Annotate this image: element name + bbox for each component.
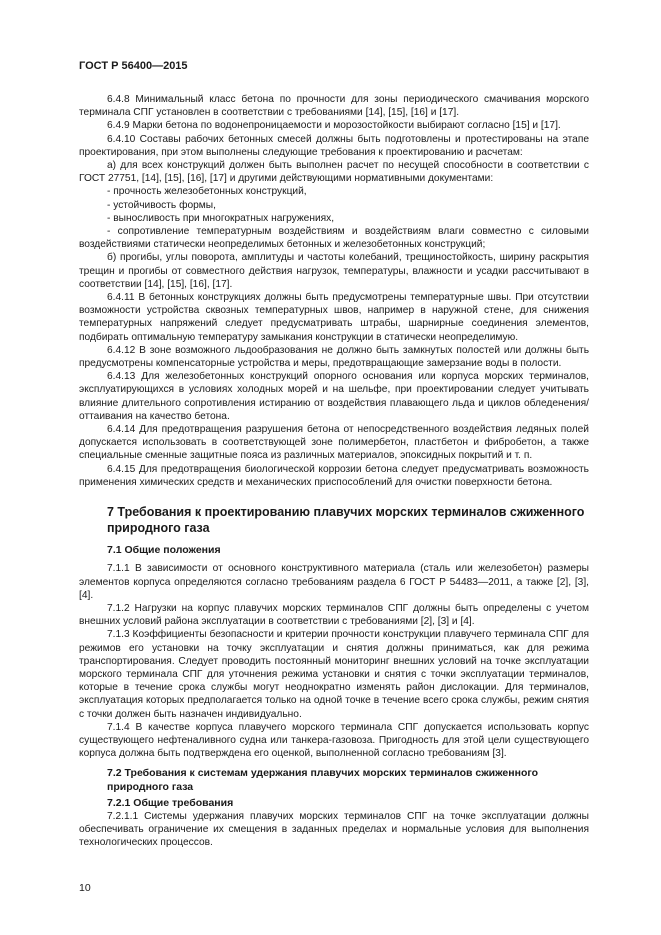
paragraph-6-4-10-b: б) прогибы, углы поворота, амплитуды и частоты колебаний, трещиностойкость, ширину раскрытия трещин и прогибы от совместного действия нагрузок, температуры, влажности и усадки рассчитывают в соответствии [14], [15], [16], [17]. xyxy=(79,252,589,290)
list-item: - сопротивление температурным воздействиям и воздействиям влаги совместно с силовыми воздействиями статически неопределимых бетонных и железобетонных конструкций; xyxy=(79,226,589,251)
paragraph-7-2-1-1: 7.2.1.1 Системы удержания плавучих морских терминалов СПГ на точке эксплуатации должны обеспечивать ограничение их смещения в заданных пределах и нормальные условия для выполнения технологических процессов. xyxy=(79,810,589,849)
list-item: - устойчивость формы, xyxy=(107,199,216,211)
paragraph-6-4-15: 6.4.15 Для предотвращения биологической коррозии бетона следует предусматривать возможность применения химических средств и механических приспособлений для очистки поверхности бетона. xyxy=(79,463,589,488)
section-7-1-heading: 7.1 Общие положения xyxy=(107,544,221,557)
page-body xyxy=(79,93,589,850)
section-7-2-1-heading: 7.2.1 Общие требования xyxy=(107,796,234,809)
paragraph-6-4-12: 6.4.12 В зоне возможного льдообразования не должно быть замкнутых полостей или должны быть предусмотрены компенсаторные устройства и меры, предотвращающие замерзание воды в полости. xyxy=(79,344,589,370)
paragraph-6-4-10-a: а) для всех конструкций должен быть выполнен расчет по несущей способности в соответствии с ГОСТ 27751, [14], [15], [16], [17] и другими действующими нормативными документами: xyxy=(79,160,589,185)
document-header: ГОСТ Р 56400—2015 xyxy=(79,60,188,72)
paragraph-7-1-4: 7.1.4 В качестве корпуса плавучего морского терминала СПГ допускается использовать корпус существующего нефтеналивного судна или танкера-газовоза. Пригодность для этой цели существующего корпуса должна быть подтверждена его оценкой, выполненной согласно требованиям [3]. xyxy=(79,721,589,760)
section-7-heading: 7 Требования к проектированию плавучих морских терминалов сжиженного природного газа xyxy=(107,505,585,535)
paragraph-6-4-13: 6.4.13 Для железобетонных конструкций опорного основания или корпуса морских терминалов, эксплуатирующихся в условиях холодных морей и на шельфе, при проектировании следует учитывать влияние длительного сопротивления истиранию от воздействия плавающего льда и циклов обледенения/оттаивания на качество бетона. xyxy=(79,371,589,422)
paragraph-7-1-3: 7.1.3 Коэффициенты безопасности и критерии прочности конструкции плавучего терминала СПГ для режимов его установки на точку эксплуатации и снятия должны приниматься, как для режима транспортирования. Следует проводить постоянный мониторинг внешних условий на точке эксплуатации морского терминала СПГ для уточнения режима установки и снятия с точки эксплуатации терминалов, которые в течение срока службы могут неоднократно изменять район дислокации. Для терминалов, эксплуатация которых предполагается только на одной точке в течение всего срока службы, режим снятия с точки должен быть назначен индивидуально. xyxy=(79,629,589,720)
section-7-2-heading: 7.2 Требования к системам удержания плавучих морских терминалов сжиженного природного газа xyxy=(107,767,539,793)
page-number: 10 xyxy=(79,882,91,894)
paragraph-6-4-9: 6.4.9 Марки бетона по водонепроницаемости и морозостойкости выбирают согласно [15] и [17]. xyxy=(107,120,561,132)
paragraph-6-4-14: 6.4.14 Для предотвращения разрушения бетона от непосредственного воздействия ледяных полей допускается использовать в соответствующей зоне полимербетон, пластбетон и фибробетон, а также специальные сменные защитные пояса из различных материалов, эпоксидных покрытий и т. п. xyxy=(79,424,589,462)
list-item: - прочность железобетонных конструкций, xyxy=(107,186,307,198)
paragraph-6-4-11: 6.4.11 В бетонных конструкциях должны быть предусмотрены температурные швы. При отсутствии возможности устройства сквозных температурных швов, например в наружной стене, для снижения температурных напряжений следует предусматривать штрабы, шарнирные соединения элементов, подбирать оптимальную температуру замыкания конструкции в статически неопределимую. xyxy=(79,292,589,343)
paragraph-7-1-1: 7.1.1 В зависимости от основного конструктивного материала (сталь или железобетон) размеры элементов корпуса определяются согласно требованиям раздела 6 ГОСТ Р 54483—2011, а также [2], [3], [4]. xyxy=(79,563,589,601)
list-item: - выносливость при многократных нагружениях, xyxy=(107,212,335,224)
paragraph-6-4-8: 6.4.8 Минимальный класс бетона по прочности для зоны периодического смачивания морского терминала СПГ установлен в соответствии с требованиями [14], [15], [16] и [17]. xyxy=(79,94,589,119)
paragraph-7-1-2: 7.1.2 Нагрузки на корпус плавучих морских терминалов СПГ должны быть определены с учетом внешних условий района эксплуатации в соответствии с требованиями [2], [3] и [4]. xyxy=(79,602,589,628)
paragraph-6-4-10: 6.4.10 Составы рабочих бетонных смесей должны быть подготовлены и протестированы на этапе проектирования, при этом выполнены следующие требования к проектированию и расчетам: xyxy=(79,133,589,158)
